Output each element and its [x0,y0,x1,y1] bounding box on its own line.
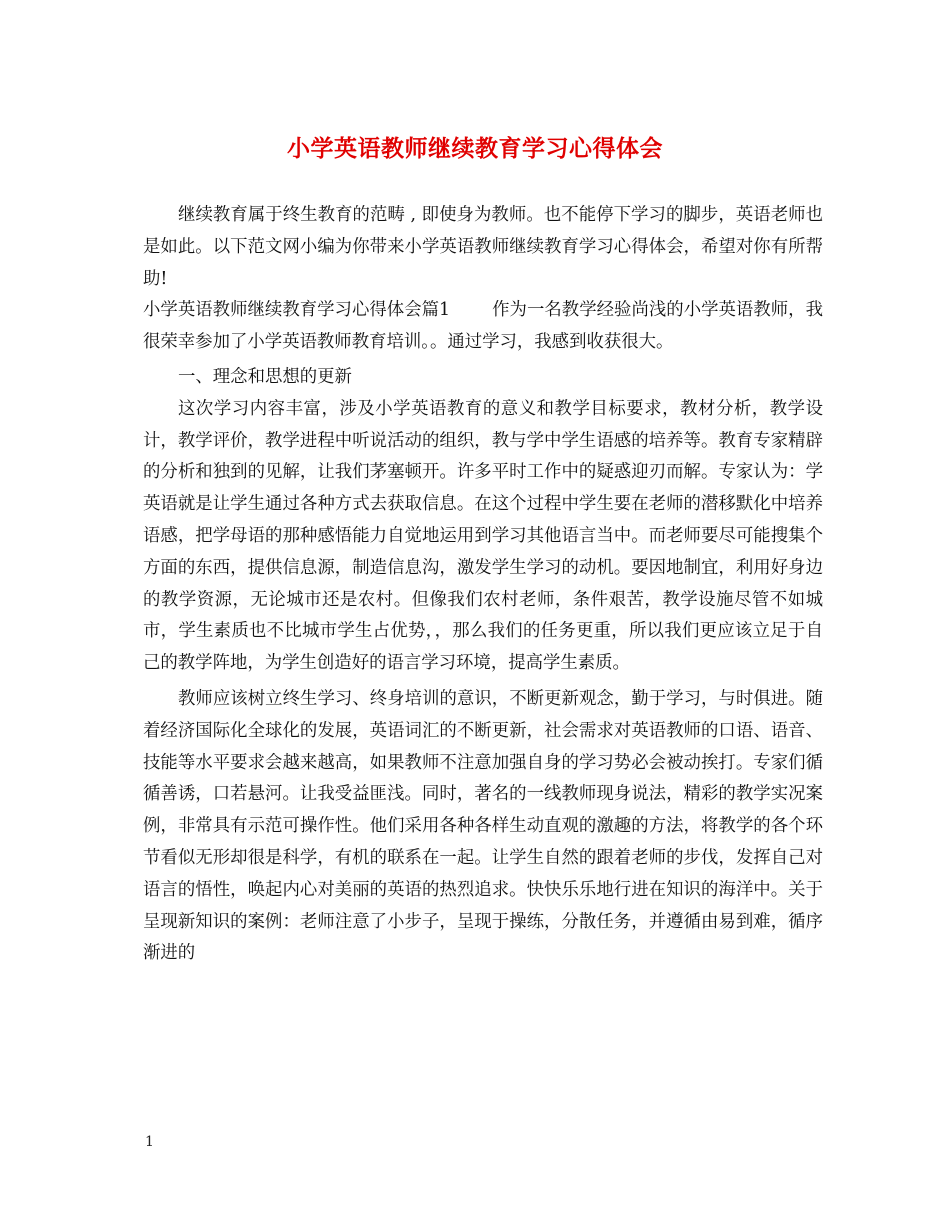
intro-paragraph: 继续教育属于终生教育的范畴 , 即使身为教师。也不能停下学习的脚步，英语老师也是如此。以下范文网小编为你带来小学英语教师继续教育学习心得体会，希望对你有所帮助! [143,205,823,289]
document-body [143,200,823,970]
subheading-concept-update: 一、理念和思想的更新 [178,366,352,387]
page-number: 1 [145,1134,154,1150]
body-paragraph-2: 教师应该树立终生学习、终身培训的意识，不断更新观念，勤于学习，与时俱进。随着经济国际化全球化的发展，英语词汇的不断更新，社会需求对英语教师的口语、语音、技能等水平要求会越来越高，如果教师不注意加强自身的学习势必会被动挨打。专家们循循善诱，口若悬河。让我受益匪浅。同时，著名的一线教师现身说法，精彩的教学实况案例，非常具有示范可操作性。他们采用各种各样生动直观的激趣的方法，将教学的各个环节看似无形却很是科学，有机的联系在一起。让学生自然的跟着老师的步伐，发挥自己对语言的悟性，唤起内心对美丽的英语的热烈追求。快快乐乐地行进在知识的海洋中。关于呈现新知识的案例：老师注意了小步子，呈现于操练，分散任务，并遵循由易到难，循序渐进的 [143,688,823,964]
body-paragraph-1: 这次学习内容丰富，涉及小学英语教育的意义和教学目标要求，教材分析，教学设计，教学评价，教学进程中听说活动的组织，教与学中学生语感的培养等。教育专家精辟的分析和独到的见解，让我们茅塞顿开。许多平时工作中的疑惑迎刃而解。专家认为：学英语就是让学生通过各种方式去获取信息。在这个过程中学生要在老师的潜移默化中培养语感，把学母语的那种感悟能力自觉地运用到学习其他语言当中。而老师要尽可能搜集个方面的东西，提供信息源，制造信息沟，激发学生学习的动机。要因地制宜，利用好身边的教学资源，无论城市还是农村。但像我们农村老师，条件艰苦，教学设施尽管不如城市，学生素质也不比城市学生占优势，，那么我们的任务更重，所以我们更应该立足于自己的教学阵地，为学生创造好的语言学习环境，提高学生素质。 [143,398,823,674]
section-lead-text: 作为一名教学经验尚浅的小学英语教师，我很荣幸参加了小学英语教师教育培训。。通过学习，我感到收获很大。 [143,300,823,353]
section-heading: 小学英语教师继续教育学习心得体会篇1 [143,300,451,321]
section-lead-paragraph [143,295,823,359]
document-title: 小学英语教师继续教育学习心得体会 [287,135,663,162]
